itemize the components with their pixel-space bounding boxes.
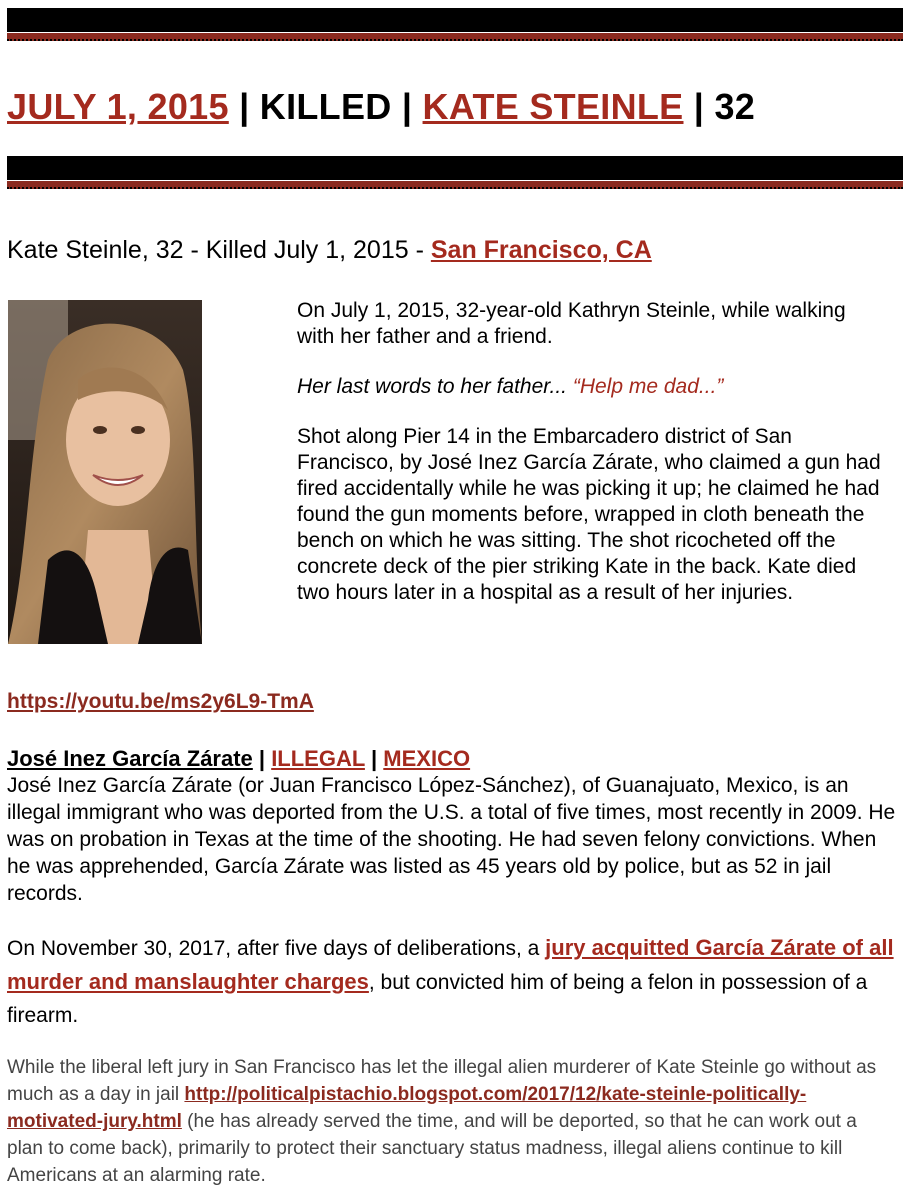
headline-separator: |: [391, 86, 423, 127]
top-divider-bar: [7, 8, 903, 41]
location-link[interactable]: San Francisco, CA: [430, 236, 652, 264]
headline-age: 32: [714, 86, 756, 127]
story-paragraph: On July 1, 2015, 32-year-old Kathryn Steinle, while walking with her father and a friend.: [297, 299, 846, 348]
verdict-text-after: , but convicted him of being a felon in possession of a firearm.: [7, 971, 868, 1027]
headline-status: KILLED: [259, 86, 392, 127]
divider-black-stripe: [7, 156, 903, 180]
verdict-text-before: On November 30, 2017, after five days of deliberations, a: [7, 937, 546, 960]
headline-name[interactable]: KATE STEINLE: [422, 86, 684, 127]
video-link[interactable]: https://youtu.be/ms2y6L9-TmA: [7, 690, 314, 713]
headline-date[interactable]: JULY 1, 2015: [7, 86, 229, 127]
divider-black-stripe: [7, 8, 903, 32]
incident-story: [297, 298, 887, 630]
status-link[interactable]: ILLEGAL: [271, 746, 365, 771]
page-headline: [7, 86, 903, 128]
perpetrator-heading: [7, 745, 897, 772]
perpetrator-name: José Inez García Zárate: [7, 746, 253, 771]
verdict-paragraph: [7, 931, 897, 1032]
perpetrator-section: [7, 745, 897, 1032]
headline-separator: |: [683, 86, 715, 127]
middle-divider-bar: [7, 156, 903, 189]
last-words-line: [297, 374, 887, 400]
last-words-intro: Her last words to her father...: [297, 375, 573, 398]
divider-red-stripe: [7, 181, 903, 189]
subheading-text: Kate Steinle, 32 - Killed July 1, 2015 -: [7, 236, 431, 264]
story-paragraph: Shot along Pier 14 in the Embarcadero district of San Francisco, by José Inez García Zárate, who claimed a gun had fired accidentally while he was picking it up; he claimed he had found the gun moments before, wrapped in cloth beneath the bench on which he was sitting. The shot ricocheted off the concrete deck of the pier striking Kate in the back. Kate died two hours later in a hospital as a result of her injuries.: [297, 425, 881, 604]
victim-photo: [8, 300, 202, 644]
headline-separator: |: [228, 86, 260, 127]
last-words-quote: “Help me dad...”: [572, 375, 724, 398]
jury-verdict-link[interactable]: jury acquitted García Zárate of all murder and manslaughter charges: [7, 935, 894, 994]
divider-red-stripe: [7, 33, 903, 41]
closing-text-after: (he has already served the time, and will be deported, so that he can work out a plan to come back), primarily to protect their sanctuary status madness, illegal aliens continue to kill Americans at an alarming rate.: [7, 1111, 857, 1186]
closing-paragraph: [7, 1054, 897, 1189]
victim-subheading: [7, 236, 652, 265]
perpetrator-bio: José Inez García Zárate (or Juan Francisco López-Sánchez), of Guanajuato, Mexico, is an illegal immigrant who was deported from the U.S. a total of five times, most recently in 2009. He was on probation in Texas at the time of the shooting. He had seven felony convictions. When he was apprehended, García Zárate was listed as 45 years old by police, but as 52 in jail records.: [7, 774, 896, 905]
closing-text-before: While the liberal left jury in San Francisco has let the illegal alien murderer of Kate Steinle go without as much as a day in jail: [7, 1057, 877, 1105]
heading-separator: |: [364, 746, 384, 771]
heading-separator: |: [252, 746, 272, 771]
blog-link[interactable]: http://politicalpistachio.blogspot.com/2017/12/kate-steinle-politically-motivated-jury.html: [7, 1084, 807, 1132]
country-link[interactable]: MEXICO: [383, 746, 471, 771]
